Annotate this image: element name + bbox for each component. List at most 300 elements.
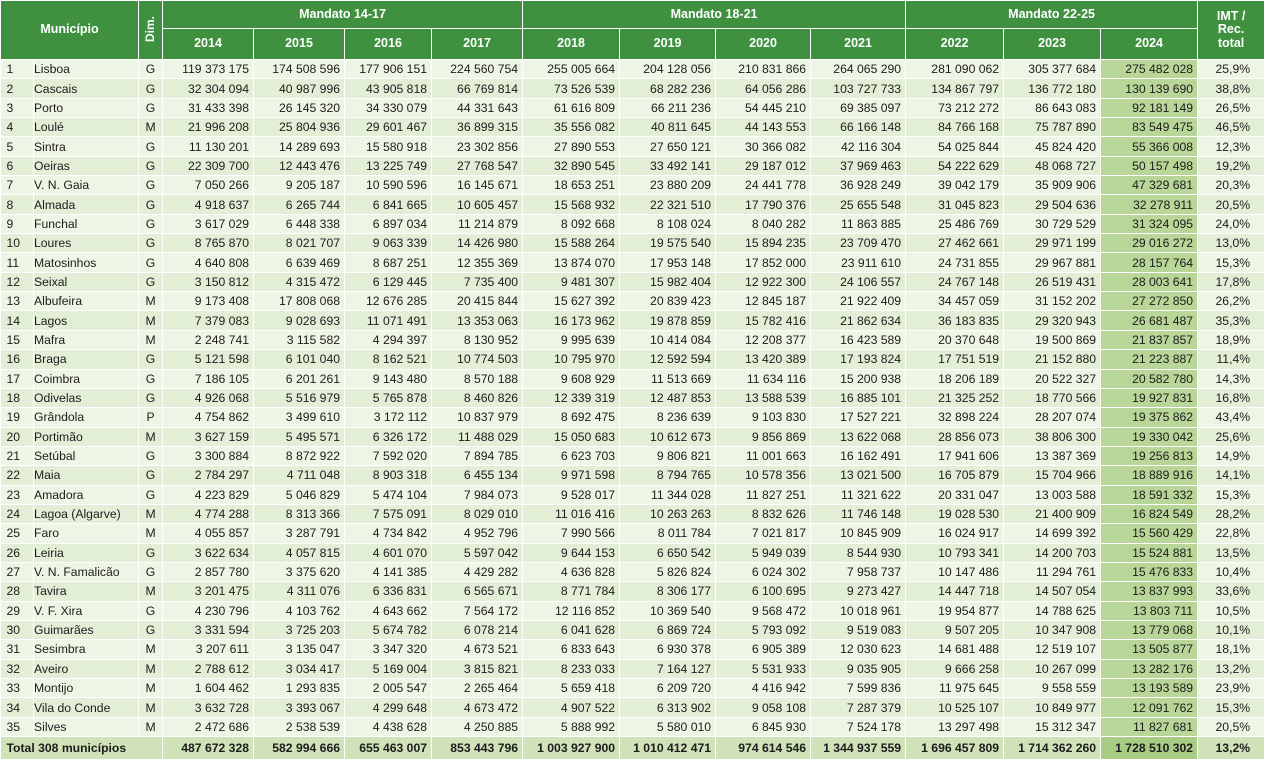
value-cell: 4 673 521 xyxy=(432,640,523,659)
value-cell: 4 754 862 xyxy=(163,408,254,427)
municipio-cell: Albufeira xyxy=(34,292,139,311)
value-cell: 19 575 540 xyxy=(620,234,716,253)
value-cell: 6 565 671 xyxy=(432,582,523,601)
value-cell: 23 302 856 xyxy=(432,137,523,156)
table-row xyxy=(1,524,1264,543)
value-cell: 8 771 784 xyxy=(523,582,620,601)
table-row xyxy=(1,717,1264,736)
value-cell: 4 907 522 xyxy=(523,698,620,717)
rank-cell: 18 xyxy=(1,388,34,407)
value-cell: 2 538 539 xyxy=(254,717,345,736)
value-cell: 28 207 074 xyxy=(1004,408,1101,427)
value-cell: 14 507 054 xyxy=(1004,582,1101,601)
value-cell: 24 441 778 xyxy=(716,176,811,195)
municipio-cell: Loulé xyxy=(34,118,139,137)
value-cell: 32 278 911 xyxy=(1101,195,1198,214)
table-row xyxy=(1,659,1264,678)
table-row xyxy=(1,485,1264,504)
dim-cell: G xyxy=(139,137,163,156)
value-cell: 16 824 549 xyxy=(1101,504,1198,523)
table-row xyxy=(1,582,1264,601)
rank-cell: 4 xyxy=(1,118,34,137)
value-cell: 136 772 180 xyxy=(1004,79,1101,98)
value-cell: 4 250 885 xyxy=(432,717,523,736)
value-cell: 7 894 785 xyxy=(432,446,523,465)
municipio-cell: Montijo xyxy=(34,679,139,698)
rank-cell: 23 xyxy=(1,485,34,504)
value-cell: 4 734 842 xyxy=(345,524,432,543)
header-year: 2024 xyxy=(1101,29,1198,60)
value-cell: 12 487 853 xyxy=(620,388,716,407)
value-cell: 20 522 327 xyxy=(1004,369,1101,388)
value-cell: 23 709 470 xyxy=(811,234,906,253)
header-mandato-14-17: Mandato 14-17 xyxy=(163,1,523,29)
value-cell: 6 650 542 xyxy=(620,543,716,562)
value-cell: 7 958 737 xyxy=(811,562,906,581)
value-cell: 54 222 629 xyxy=(906,156,1004,175)
value-cell: 16 705 879 xyxy=(906,466,1004,485)
value-cell: 21 223 887 xyxy=(1101,350,1198,369)
value-cell: 5 793 092 xyxy=(716,620,811,639)
value-cell: 5 516 979 xyxy=(254,388,345,407)
value-cell: 18 653 251 xyxy=(523,176,620,195)
value-cell: 19 954 877 xyxy=(906,601,1004,620)
value-cell: 16 162 491 xyxy=(811,446,906,465)
header-imt-rec-total: IMT / Rec. total xyxy=(1198,1,1264,60)
value-cell: 14 788 625 xyxy=(1004,601,1101,620)
value-cell: 4 103 762 xyxy=(254,601,345,620)
municipio-cell: V. N. Famalicão xyxy=(34,562,139,581)
value-cell: 2 472 686 xyxy=(163,717,254,736)
header-year: 2021 xyxy=(811,29,906,60)
value-cell: 12 592 594 xyxy=(620,350,716,369)
value-cell: 44 331 643 xyxy=(432,98,523,117)
value-cell: 130 139 690 xyxy=(1101,79,1198,98)
value-cell: 7 524 178 xyxy=(811,717,906,736)
rank-cell: 27 xyxy=(1,562,34,581)
value-cell: 66 166 148 xyxy=(811,118,906,137)
value-cell: 9 568 472 xyxy=(716,601,811,620)
value-cell: 3 150 812 xyxy=(163,272,254,291)
value-cell: 33 492 141 xyxy=(620,156,716,175)
header-mandato-22-25: Mandato 22-25 xyxy=(906,1,1198,29)
imt-pct-cell: 22,8% xyxy=(1198,524,1264,543)
imt-pct-cell: 18,9% xyxy=(1198,330,1264,349)
value-cell: 40 987 996 xyxy=(254,79,345,98)
value-cell: 32 898 224 xyxy=(906,408,1004,427)
municipio-cell: V. F. Xira xyxy=(34,601,139,620)
rank-cell: 34 xyxy=(1,698,34,717)
rank-cell: 13 xyxy=(1,292,34,311)
value-cell: 34 330 079 xyxy=(345,98,432,117)
value-cell: 19 028 530 xyxy=(906,504,1004,523)
dim-cell: M xyxy=(139,640,163,659)
value-cell: 4 055 857 xyxy=(163,524,254,543)
value-cell: 119 373 175 xyxy=(163,60,254,79)
value-cell: 7 575 091 xyxy=(345,504,432,523)
value-cell: 27 272 850 xyxy=(1101,292,1198,311)
value-cell: 6 326 172 xyxy=(345,427,432,446)
rank-cell: 6 xyxy=(1,156,34,175)
table-row xyxy=(1,408,1264,427)
value-cell: 27 890 553 xyxy=(523,137,620,156)
dim-cell: G xyxy=(139,195,163,214)
value-cell: 8 162 521 xyxy=(345,350,432,369)
value-cell: 18 206 189 xyxy=(906,369,1004,388)
value-cell: 6 930 378 xyxy=(620,640,716,659)
imt-pct-cell: 19,2% xyxy=(1198,156,1264,175)
value-cell: 16 173 962 xyxy=(523,311,620,330)
value-cell: 14 447 718 xyxy=(906,582,1004,601)
value-cell: 13 282 176 xyxy=(1101,659,1198,678)
municipio-cell: Funchal xyxy=(34,214,139,233)
value-cell: 4 640 808 xyxy=(163,253,254,272)
value-cell: 13 003 588 xyxy=(1004,485,1101,504)
total-value-cell: 1 696 457 809 xyxy=(906,737,1004,760)
value-cell: 3 347 320 xyxy=(345,640,432,659)
value-cell: 7 379 083 xyxy=(163,311,254,330)
value-cell: 15 782 416 xyxy=(716,311,811,330)
value-cell: 13 420 389 xyxy=(716,350,811,369)
value-cell: 9 806 821 xyxy=(620,446,716,465)
imt-pct-cell: 14,1% xyxy=(1198,466,1264,485)
municipio-cell: Sintra xyxy=(34,137,139,156)
dim-cell: G xyxy=(139,388,163,407)
value-cell: 8 236 639 xyxy=(620,408,716,427)
value-cell: 2 784 297 xyxy=(163,466,254,485)
dim-cell: M xyxy=(139,698,163,717)
value-cell: 4 299 648 xyxy=(345,698,432,717)
value-cell: 10 849 977 xyxy=(1004,698,1101,717)
imt-pct-cell: 11,4% xyxy=(1198,350,1264,369)
dim-cell: M xyxy=(139,311,163,330)
table-row xyxy=(1,253,1264,272)
value-cell: 4 429 282 xyxy=(432,562,523,581)
value-cell: 4 057 815 xyxy=(254,543,345,562)
value-cell: 6 905 389 xyxy=(716,640,811,659)
value-cell: 40 811 645 xyxy=(620,118,716,137)
value-cell: 3 725 203 xyxy=(254,620,345,639)
value-cell: 210 831 866 xyxy=(716,60,811,79)
value-cell: 10 369 540 xyxy=(620,601,716,620)
value-cell: 4 643 662 xyxy=(345,601,432,620)
value-cell: 8 570 188 xyxy=(432,369,523,388)
value-cell: 13 803 711 xyxy=(1101,601,1198,620)
value-cell: 31 152 202 xyxy=(1004,292,1101,311)
value-cell: 3 300 884 xyxy=(163,446,254,465)
value-cell: 37 969 463 xyxy=(811,156,906,175)
table-row xyxy=(1,620,1264,639)
value-cell: 16 145 671 xyxy=(432,176,523,195)
value-cell: 3 375 620 xyxy=(254,562,345,581)
value-cell: 5 949 039 xyxy=(716,543,811,562)
value-cell: 2 005 547 xyxy=(345,679,432,698)
table-row xyxy=(1,543,1264,562)
value-cell: 27 462 661 xyxy=(906,234,1004,253)
value-cell: 21 837 857 xyxy=(1101,330,1198,349)
imt-pct-cell: 14,9% xyxy=(1198,446,1264,465)
value-cell: 44 143 553 xyxy=(716,118,811,137)
value-cell: 7 592 020 xyxy=(345,446,432,465)
table-row xyxy=(1,311,1264,330)
header-dim: Dim. xyxy=(139,1,163,60)
total-value-cell: 655 463 007 xyxy=(345,737,432,760)
value-cell: 2 265 464 xyxy=(432,679,523,698)
value-cell: 11 746 148 xyxy=(811,504,906,523)
rank-cell: 28 xyxy=(1,582,34,601)
dim-cell: G xyxy=(139,369,163,388)
table-row xyxy=(1,698,1264,717)
total-label: Total 308 municípios xyxy=(1,737,163,760)
value-cell: 2 788 612 xyxy=(163,659,254,678)
rank-cell: 11 xyxy=(1,253,34,272)
value-cell: 24 767 148 xyxy=(906,272,1004,291)
value-cell: 28 003 641 xyxy=(1101,272,1198,291)
value-cell: 10 018 961 xyxy=(811,601,906,620)
value-cell: 15 050 683 xyxy=(523,427,620,446)
value-cell: 26 145 320 xyxy=(254,98,345,117)
value-cell: 48 068 727 xyxy=(1004,156,1101,175)
value-cell: 11 016 416 xyxy=(523,504,620,523)
value-cell: 6 897 034 xyxy=(345,214,432,233)
municipio-cell: Guimarães xyxy=(34,620,139,639)
value-cell: 4 918 637 xyxy=(163,195,254,214)
value-cell: 4 774 288 xyxy=(163,504,254,523)
table-row xyxy=(1,640,1264,659)
value-cell: 13 193 589 xyxy=(1101,679,1198,698)
imt-pct-cell: 25,6% xyxy=(1198,427,1264,446)
header-year: 2020 xyxy=(716,29,811,60)
rank-cell: 12 xyxy=(1,272,34,291)
value-cell: 9 995 639 xyxy=(523,330,620,349)
table-row xyxy=(1,601,1264,620)
value-cell: 4 294 397 xyxy=(345,330,432,349)
value-cell: 3 499 610 xyxy=(254,408,345,427)
value-cell: 7 287 379 xyxy=(811,698,906,717)
table-row xyxy=(1,330,1264,349)
municipio-cell: Setúbal xyxy=(34,446,139,465)
value-cell: 4 711 048 xyxy=(254,466,345,485)
municipio-cell: Aveiro xyxy=(34,659,139,678)
value-cell: 29 016 272 xyxy=(1101,234,1198,253)
value-cell: 8 092 668 xyxy=(523,214,620,233)
value-cell: 69 385 097 xyxy=(811,98,906,117)
value-cell: 103 727 733 xyxy=(811,79,906,98)
value-cell: 10 414 084 xyxy=(620,330,716,349)
imt-pct-cell: 15,3% xyxy=(1198,485,1264,504)
total-value-cell: 853 443 796 xyxy=(432,737,523,760)
municipio-cell: Loures xyxy=(34,234,139,253)
value-cell: 19 375 862 xyxy=(1101,408,1198,427)
value-cell: 17 790 376 xyxy=(716,195,811,214)
value-cell: 19 500 869 xyxy=(1004,330,1101,349)
value-cell: 6 024 302 xyxy=(716,562,811,581)
imt-pct-cell: 10,1% xyxy=(1198,620,1264,639)
imt-pct-cell: 46,5% xyxy=(1198,118,1264,137)
value-cell: 9 143 480 xyxy=(345,369,432,388)
value-cell: 54 025 844 xyxy=(906,137,1004,156)
value-cell: 9 273 427 xyxy=(811,582,906,601)
value-cell: 12 091 762 xyxy=(1101,698,1198,717)
value-cell: 16 885 101 xyxy=(811,388,906,407)
value-cell: 15 524 881 xyxy=(1101,543,1198,562)
value-cell: 61 616 809 xyxy=(523,98,620,117)
rank-cell: 19 xyxy=(1,408,34,427)
value-cell: 30 366 082 xyxy=(716,137,811,156)
rank-cell: 2 xyxy=(1,79,34,98)
value-cell: 12 355 369 xyxy=(432,253,523,272)
value-cell: 10 612 673 xyxy=(620,427,716,446)
dim-cell: G xyxy=(139,176,163,195)
value-cell: 12 845 187 xyxy=(716,292,811,311)
total-value-cell: 487 672 328 xyxy=(163,737,254,760)
value-cell: 34 457 059 xyxy=(906,292,1004,311)
value-cell: 9 173 408 xyxy=(163,292,254,311)
value-cell: 6 448 338 xyxy=(254,214,345,233)
value-cell: 9 103 830 xyxy=(716,408,811,427)
value-cell: 11 321 622 xyxy=(811,485,906,504)
header-year: 2016 xyxy=(345,29,432,60)
value-cell: 134 867 797 xyxy=(906,79,1004,98)
rank-cell: 33 xyxy=(1,679,34,698)
dim-cell: P xyxy=(139,408,163,427)
value-cell: 6 100 695 xyxy=(716,582,811,601)
table-row xyxy=(1,292,1264,311)
dim-cell: G xyxy=(139,601,163,620)
value-cell: 14 426 980 xyxy=(432,234,523,253)
value-cell: 7 186 105 xyxy=(163,369,254,388)
value-cell: 86 643 083 xyxy=(1004,98,1101,117)
dim-cell: M xyxy=(139,524,163,543)
value-cell: 9 481 307 xyxy=(523,272,620,291)
value-cell: 11 634 116 xyxy=(716,369,811,388)
value-cell: 32 304 094 xyxy=(163,79,254,98)
value-cell: 20 331 047 xyxy=(906,485,1004,504)
value-cell: 28 157 764 xyxy=(1101,253,1198,272)
value-cell: 8 306 177 xyxy=(620,582,716,601)
value-cell: 224 560 754 xyxy=(432,60,523,79)
value-cell: 4 223 829 xyxy=(163,485,254,504)
value-cell: 8 029 010 xyxy=(432,504,523,523)
value-cell: 10 774 503 xyxy=(432,350,523,369)
dim-cell: G xyxy=(139,466,163,485)
value-cell: 15 580 918 xyxy=(345,137,432,156)
value-cell: 19 878 859 xyxy=(620,311,716,330)
value-cell: 21 400 909 xyxy=(1004,504,1101,523)
value-cell: 25 486 769 xyxy=(906,214,1004,233)
value-cell: 10 263 263 xyxy=(620,504,716,523)
value-cell: 8 011 784 xyxy=(620,524,716,543)
value-cell: 11 344 028 xyxy=(620,485,716,504)
value-cell: 10 147 486 xyxy=(906,562,1004,581)
value-cell: 7 735 400 xyxy=(432,272,523,291)
value-cell: 204 128 056 xyxy=(620,60,716,79)
table-row xyxy=(1,98,1264,117)
value-cell: 3 207 611 xyxy=(163,640,254,659)
value-cell: 29 187 012 xyxy=(716,156,811,175)
value-cell: 12 519 107 xyxy=(1004,640,1101,659)
value-cell: 3 201 475 xyxy=(163,582,254,601)
imt-pct-cell: 26,5% xyxy=(1198,98,1264,117)
value-cell: 8 233 033 xyxy=(523,659,620,678)
value-cell: 5 826 824 xyxy=(620,562,716,581)
value-cell: 4 141 385 xyxy=(345,562,432,581)
municipio-cell: Cascais xyxy=(34,79,139,98)
value-cell: 9 558 559 xyxy=(1004,679,1101,698)
municipio-cell: Seixal xyxy=(34,272,139,291)
value-cell: 7 984 073 xyxy=(432,485,523,504)
table-row xyxy=(1,79,1264,98)
value-cell: 66 769 814 xyxy=(432,79,523,98)
imt-pct-cell: 24,0% xyxy=(1198,214,1264,233)
value-cell: 12 339 319 xyxy=(523,388,620,407)
municipio-cell: Leiria xyxy=(34,543,139,562)
rank-cell: 7 xyxy=(1,176,34,195)
value-cell: 5 474 104 xyxy=(345,485,432,504)
imt-pct-cell: 13,5% xyxy=(1198,543,1264,562)
municipio-cell: Coimbra xyxy=(34,369,139,388)
value-cell: 3 331 594 xyxy=(163,620,254,639)
value-cell: 54 445 210 xyxy=(716,98,811,117)
value-cell: 36 928 249 xyxy=(811,176,906,195)
value-cell: 17 808 068 xyxy=(254,292,345,311)
table-row xyxy=(1,214,1264,233)
value-cell: 5 659 418 xyxy=(523,679,620,698)
municipio-cell: Lagoa (Algarve) xyxy=(34,504,139,523)
value-cell: 17 193 824 xyxy=(811,350,906,369)
value-cell: 92 181 149 xyxy=(1101,98,1198,117)
total-value-cell: 1 010 412 471 xyxy=(620,737,716,760)
value-cell: 15 982 404 xyxy=(620,272,716,291)
value-cell: 10 525 107 xyxy=(906,698,1004,717)
value-cell: 23 911 610 xyxy=(811,253,906,272)
value-cell: 29 967 881 xyxy=(1004,253,1101,272)
value-cell: 6 078 214 xyxy=(432,620,523,639)
value-cell: 9 528 017 xyxy=(523,485,620,504)
rank-cell: 5 xyxy=(1,137,34,156)
value-cell: 17 527 221 xyxy=(811,408,906,427)
value-cell: 8 544 930 xyxy=(811,543,906,562)
table-row xyxy=(1,234,1264,253)
dim-cell: G xyxy=(139,562,163,581)
value-cell: 12 208 377 xyxy=(716,330,811,349)
value-cell: 15 200 938 xyxy=(811,369,906,388)
rank-cell: 31 xyxy=(1,640,34,659)
dim-cell: M xyxy=(139,659,163,678)
total-value-cell: 974 614 546 xyxy=(716,737,811,760)
table-row xyxy=(1,272,1264,291)
value-cell: 27 650 121 xyxy=(620,137,716,156)
value-cell: 4 416 942 xyxy=(716,679,811,698)
value-cell: 10 590 596 xyxy=(345,176,432,195)
value-cell: 21 152 880 xyxy=(1004,350,1101,369)
value-cell: 11 130 201 xyxy=(163,137,254,156)
imt-pct-cell: 23,9% xyxy=(1198,679,1264,698)
municipio-cell: Almada xyxy=(34,195,139,214)
value-cell: 8 130 952 xyxy=(432,330,523,349)
dim-cell: M xyxy=(139,679,163,698)
header-municipio: Município xyxy=(1,1,139,60)
value-cell: 9 035 905 xyxy=(811,659,906,678)
value-cell: 3 622 634 xyxy=(163,543,254,562)
value-cell: 13 297 498 xyxy=(906,717,1004,736)
value-cell: 39 042 179 xyxy=(906,176,1004,195)
value-cell: 13 588 539 xyxy=(716,388,811,407)
value-cell: 10 347 908 xyxy=(1004,620,1101,639)
dim-cell: G xyxy=(139,485,163,504)
value-cell: 12 030 623 xyxy=(811,640,906,659)
rank-cell: 21 xyxy=(1,446,34,465)
